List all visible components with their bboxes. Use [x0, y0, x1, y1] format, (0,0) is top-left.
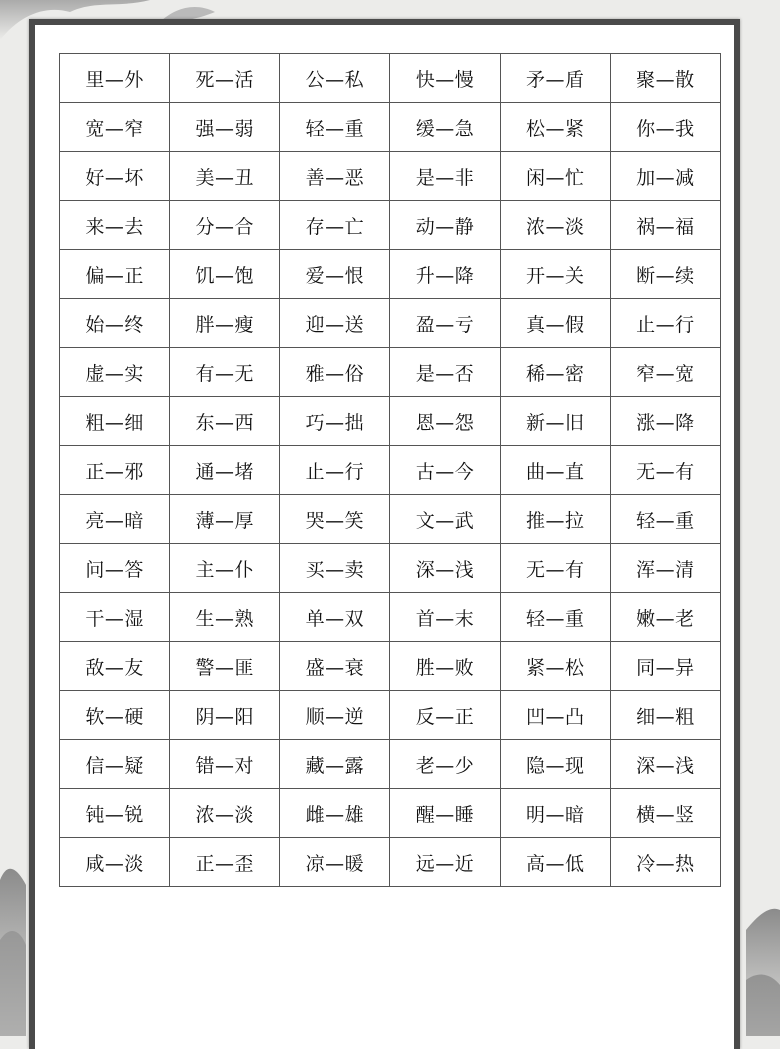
antonym-pair-cell: 涨—降	[610, 397, 720, 446]
antonym-pair-cell: 推—拉	[500, 495, 610, 544]
antonym-pair-cell: 藏—露	[280, 740, 390, 789]
table-row	[60, 348, 721, 397]
antonym-pair-cell: 信—疑	[60, 740, 170, 789]
antonym-pair-cell: 你—我	[610, 103, 720, 152]
antonym-pair-cell: 轻—重	[500, 593, 610, 642]
antonym-pair-cell: 顺—逆	[280, 691, 390, 740]
table-row	[60, 250, 721, 299]
antonym-pair-cell: 窄—宽	[610, 348, 720, 397]
antonym-pair-cell: 生—熟	[170, 593, 280, 642]
antonym-pair-cell: 软—硬	[60, 691, 170, 740]
antonym-pair-cell: 高—低	[500, 838, 610, 887]
antonym-pair-cell: 胜—败	[390, 642, 500, 691]
antonym-pair-cell: 偏—正	[60, 250, 170, 299]
antonym-pair-cell: 盈—亏	[390, 299, 500, 348]
antonym-pair-cell: 曲—直	[500, 446, 610, 495]
antonym-pair-cell: 错—对	[170, 740, 280, 789]
antonym-pair-cell: 矛—盾	[500, 54, 610, 103]
antonym-pair-cell: 快—慢	[390, 54, 500, 103]
table-row	[60, 544, 721, 593]
antonym-pair-cell: 亮—暗	[60, 495, 170, 544]
antonym-pair-cell: 咸—淡	[60, 838, 170, 887]
antonym-pair-cell: 雅—俗	[280, 348, 390, 397]
worksheet-paper	[29, 19, 740, 1049]
antonym-pair-cell: 美—丑	[170, 152, 280, 201]
antonym-pair-cell: 凉—暖	[280, 838, 390, 887]
antonym-pair-cell: 紧—松	[500, 642, 610, 691]
antonym-pair-cell: 迎—送	[280, 299, 390, 348]
antonym-pair-cell: 里—外	[60, 54, 170, 103]
antonym-pair-cell: 雌—雄	[280, 789, 390, 838]
table-row	[60, 691, 721, 740]
antonym-pair-cell: 来—去	[60, 201, 170, 250]
table-row	[60, 740, 721, 789]
antonym-pair-cell: 同—异	[610, 642, 720, 691]
antonym-pair-cell: 敌—友	[60, 642, 170, 691]
antonym-pair-cell: 饥—饱	[170, 250, 280, 299]
antonym-pair-cell: 真—假	[500, 299, 610, 348]
table-row	[60, 103, 721, 152]
table-row	[60, 397, 721, 446]
antonym-pair-cell: 无—有	[500, 544, 610, 593]
table-row	[60, 201, 721, 250]
antonym-pair-cell: 止—行	[610, 299, 720, 348]
antonym-pair-cell: 明—暗	[500, 789, 610, 838]
antonym-pair-cell: 文—武	[390, 495, 500, 544]
antonym-pair-cell: 止—行	[280, 446, 390, 495]
antonym-pair-cell: 祸—福	[610, 201, 720, 250]
antonym-pair-cell: 警—匪	[170, 642, 280, 691]
antonym-pair-cell: 存—亡	[280, 201, 390, 250]
antonym-pair-cell: 干—湿	[60, 593, 170, 642]
antonym-pair-cell: 薄—厚	[170, 495, 280, 544]
antonym-pair-cell: 巧—拙	[280, 397, 390, 446]
antonym-pair-cell: 聚—散	[610, 54, 720, 103]
antonym-pair-cell: 无—有	[610, 446, 720, 495]
antonym-pair-cell: 买—卖	[280, 544, 390, 593]
antonym-pair-cell: 有—无	[170, 348, 280, 397]
antonym-pair-cell: 嫩—老	[610, 593, 720, 642]
antonym-pair-cell: 隐—现	[500, 740, 610, 789]
antonym-pair-cell: 轻—重	[610, 495, 720, 544]
antonym-pair-cell: 加—减	[610, 152, 720, 201]
antonym-pair-cell: 深—浅	[390, 544, 500, 593]
antonym-pair-cell: 恩—怨	[390, 397, 500, 446]
antonym-pair-cell: 强—弱	[170, 103, 280, 152]
antonym-pair-cell: 始—终	[60, 299, 170, 348]
antonym-pair-cell: 问—答	[60, 544, 170, 593]
antonym-pair-cell: 东—西	[170, 397, 280, 446]
table-row	[60, 152, 721, 201]
antonym-pair-cell: 宽—窄	[60, 103, 170, 152]
table-row	[60, 789, 721, 838]
antonym-pair-cell: 深—浅	[610, 740, 720, 789]
antonym-pair-cell: 松—紧	[500, 103, 610, 152]
antonym-table-body	[60, 54, 721, 887]
antonym-pair-cell: 是—否	[390, 348, 500, 397]
antonym-pair-cell: 胖—瘦	[170, 299, 280, 348]
antonym-pair-cell: 爱—恨	[280, 250, 390, 299]
antonym-pair-cell: 单—双	[280, 593, 390, 642]
antonym-pair-cell: 正—邪	[60, 446, 170, 495]
antonym-pair-cell: 远—近	[390, 838, 500, 887]
antonym-pair-cell: 哭—笑	[280, 495, 390, 544]
antonym-pair-cell: 阴—阳	[170, 691, 280, 740]
antonym-pair-cell: 动—静	[390, 201, 500, 250]
table-row	[60, 642, 721, 691]
antonym-pair-cell: 新—旧	[500, 397, 610, 446]
antonym-pair-cell: 虚—实	[60, 348, 170, 397]
antonym-pair-cell: 反—正	[390, 691, 500, 740]
table-row	[60, 495, 721, 544]
antonym-pair-cell: 轻—重	[280, 103, 390, 152]
antonym-pair-cell: 升—降	[390, 250, 500, 299]
antonym-pair-cell: 首—末	[390, 593, 500, 642]
antonym-pair-cell: 稀—密	[500, 348, 610, 397]
antonym-pair-cell: 断—续	[610, 250, 720, 299]
antonym-pair-cell: 开—关	[500, 250, 610, 299]
antonym-pair-cell: 主—仆	[170, 544, 280, 593]
table-row	[60, 54, 721, 103]
antonym-pair-cell: 公—私	[280, 54, 390, 103]
antonym-pair-cell: 粗—细	[60, 397, 170, 446]
antonym-pair-cell: 浑—清	[610, 544, 720, 593]
antonym-pair-cell: 好—坏	[60, 152, 170, 201]
antonym-pair-cell: 老—少	[390, 740, 500, 789]
antonym-pair-cell: 横—竖	[610, 789, 720, 838]
antonym-pair-cell: 古—今	[390, 446, 500, 495]
antonym-pair-cell: 凹—凸	[500, 691, 610, 740]
antonym-pair-cell: 细—粗	[610, 691, 720, 740]
antonym-pair-cell: 正—歪	[170, 838, 280, 887]
antonym-pair-cell: 浓—淡	[500, 201, 610, 250]
antonym-pair-cell: 闲—忙	[500, 152, 610, 201]
antonym-pair-cell: 钝—锐	[60, 789, 170, 838]
antonym-pair-cell: 浓—淡	[170, 789, 280, 838]
antonym-pair-cell: 死—活	[170, 54, 280, 103]
antonym-pair-cell: 盛—衰	[280, 642, 390, 691]
table-row	[60, 299, 721, 348]
antonym-table	[59, 53, 721, 887]
antonym-pair-cell: 冷—热	[610, 838, 720, 887]
antonym-pair-cell: 通—堵	[170, 446, 280, 495]
antonym-pair-cell: 分—合	[170, 201, 280, 250]
table-row	[60, 446, 721, 495]
antonym-pair-cell: 醒—睡	[390, 789, 500, 838]
table-row	[60, 593, 721, 642]
table-row	[60, 838, 721, 887]
antonym-pair-cell: 是—非	[390, 152, 500, 201]
antonym-pair-cell: 善—恶	[280, 152, 390, 201]
antonym-pair-cell: 缓—急	[390, 103, 500, 152]
